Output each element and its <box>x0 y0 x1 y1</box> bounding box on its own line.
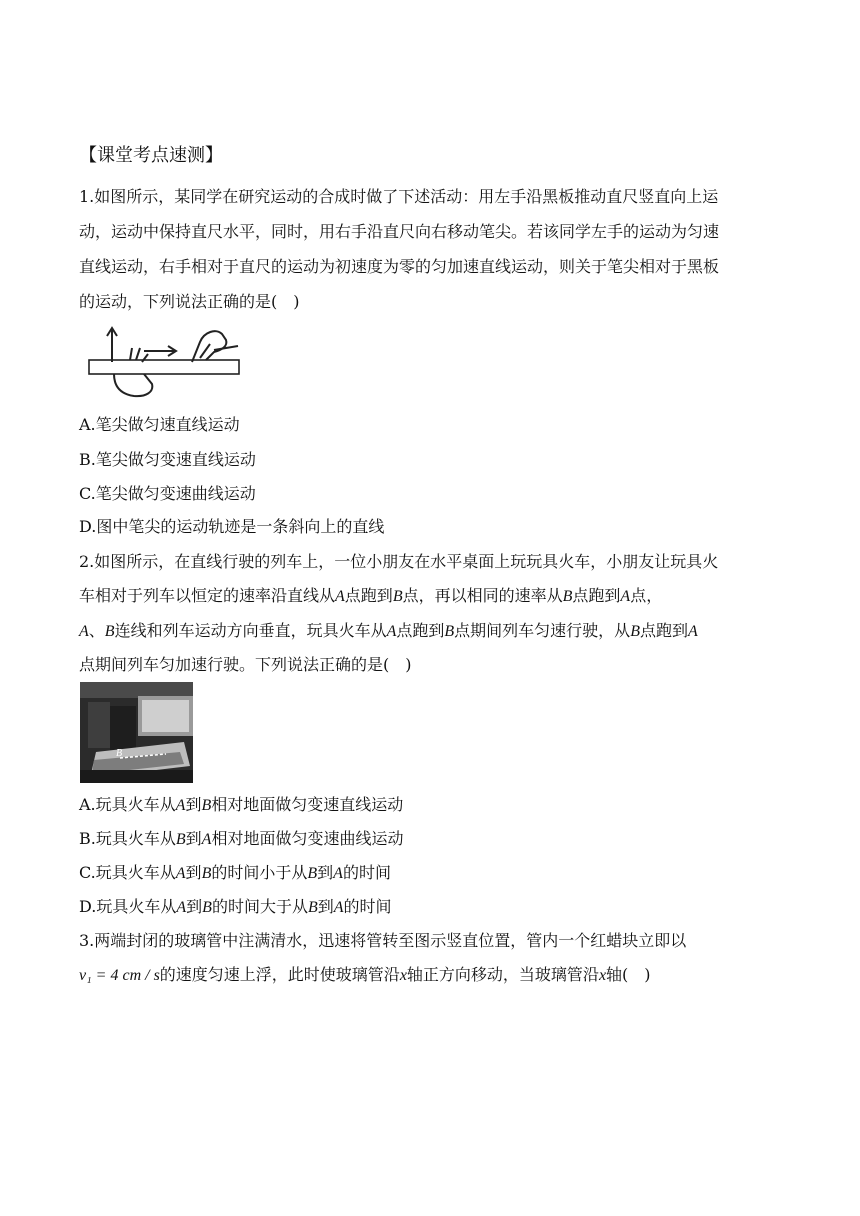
q3-stem-line-1: 3.两端封闭的玻璃管中注满清水，迅速将管转至图示竖直位置，管内一个红蜡块立即以 <box>79 931 687 950</box>
q2-option-c: C.玩具火车从A到B的时间小于从B到A的时间 <box>79 863 391 882</box>
q2-option-a: A.玩具火车从A到B相对地面做匀变速直线运动 <box>79 795 404 814</box>
velocity-formula: v₁ = 4 cm / s <box>79 967 160 984</box>
q1-option-d: D.图中笔尖的运动轨迹是一条斜向上的直线 <box>79 517 385 536</box>
q1-option-c: C.笔尖做匀变速曲线运动 <box>79 484 256 503</box>
q2-stem-line-4: 点期间列车匀加速行驶。下列说法正确的是( ) <box>79 655 412 674</box>
section-title: 【课堂考点速测】 <box>79 145 223 166</box>
q2-option-b: B.玩具火车从B到A相对地面做匀变速曲线运动 <box>79 829 404 848</box>
q1-stem-line-1: 1.如图所示，某同学在研究运动的合成时做了下述活动：用左手沿黑板推动直尺竖直向上运 <box>79 187 719 206</box>
ruler <box>89 360 239 374</box>
q1-stem-line-3: 直线运动，右手相对于直尺的运动为初速度为零的匀加速直线运动，则关于笔尖相对于黑板 <box>79 257 720 276</box>
q2-stem-line-3: A、B连线和列车运动方向垂直，玩具火车从A点跑到B点期间列车匀速行驶，从B点跑到A <box>79 621 698 640</box>
q1-stem-line-2: 动，运动中保持直尺水平，同时，用右手沿直尺向右移动笔尖。若该同学左手的运动为匀速 <box>79 222 720 241</box>
q2-stem-line-1: 2.如图所示，在直线行驶的列车上，一位小朋友在水平桌面上玩玩具火车，小朋友让玩具火 <box>79 552 719 571</box>
left-hand <box>114 348 152 396</box>
q1-stem-line-4: 的运动，下列说法正确的是( ) <box>79 292 300 311</box>
q2-option-d: D.玩具火车从A到B的时间大于从B到A的时间 <box>79 897 392 916</box>
photo-label-b: B <box>116 748 123 759</box>
right-hand-pen <box>192 331 226 362</box>
q1-option-b: B.笔尖做匀变速直线运动 <box>79 450 256 469</box>
q1-option-a: A.笔尖做匀速直线运动 <box>79 415 240 434</box>
q2-stem-line-2: 车相对于列车以恒定的速率沿直线从A点跑到B点，再以相同的速率从B点跑到A点， <box>79 586 663 605</box>
ruler-hand-figure <box>84 320 244 400</box>
train-photo <box>80 682 193 783</box>
q3-stem-line-2: v₁ = 4 cm / s的速度匀速上浮，此时使玻璃管沿x轴正方向移动，当玻璃管沿x轴( ) <box>79 965 651 984</box>
